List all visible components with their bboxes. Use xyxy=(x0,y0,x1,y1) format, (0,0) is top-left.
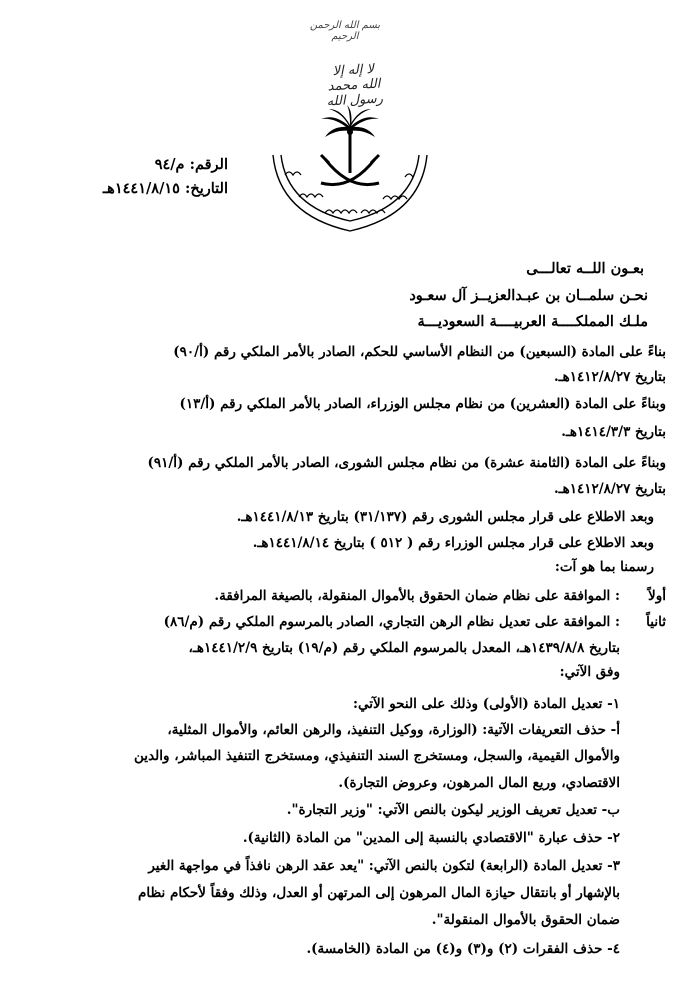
preamble-line: وبناءً على المادة (العشرين) من نظام مجلس الوزراء، الصادر بالأمر الملكي رقم (أ/١٣) xyxy=(179,396,666,412)
preamble-line: بتاريخ ١٤١٢/٨/٢٧هـ. xyxy=(553,369,666,385)
basmala: بسم الله الرحمن الرحيم xyxy=(309,20,381,42)
first-label: أولاً xyxy=(648,588,666,604)
header-line-2: نحـن سلمــان بن عبـدالعزيــز آل سعـود xyxy=(409,287,648,304)
amendment-line: ٤- حذف الفقرات (٢) و(٣) و(٤) من المادة (الخامسة). xyxy=(306,941,620,957)
header-line-3: ملـك المملكــــة العربيــــة السعوديـــة xyxy=(417,313,648,330)
amendment-line: ٣- تعديل المادة (الرابعة) لتكون بالنص الآتي: "يعد عقد الرهن نافذاً في مواجهة الغير xyxy=(148,858,620,874)
amendment-line: والأموال القيمية، والسجل، ومستخرج السند التنفيذي، ومستخرج التنفيذ المباشر، والدين xyxy=(134,748,620,764)
reference-number-value: م/٩٤ xyxy=(154,156,185,173)
reference-number-label: الرقم: xyxy=(189,156,228,173)
second-label: ثانياً xyxy=(646,614,666,630)
amendment-line: الاقتصادي، وريع المال المرهون، وعروض التجارة). xyxy=(338,775,620,791)
amendment-line: ١- تعديل المادة (الأولى) وذلك على النحو الآتي: xyxy=(353,696,620,712)
amendment-line: بالإشهار أو بانتقال حيازة المال المرهون إلى المرتهن أو العدل، وذلك وفقاً لأحكام نظام xyxy=(138,885,620,901)
reference-number xyxy=(155,156,228,173)
preamble-line: وبعد الاطلاع على قرار مجلس الشورى رقم (٣١/١٣٧) بتاريخ ١٤٤١/٨/١٣هـ. xyxy=(236,509,654,525)
amendment-line: ب- تعديل تعريف الوزير ليكون بالنص الآتي: "وزير التجارة". xyxy=(286,802,620,818)
amendment-line: ٢- حذف عبارة "الاقتصادي بالنسبة إلى المدين" من المادة (الثانية). xyxy=(242,830,620,846)
amendment-line: ضمان الحقوق بالأموال المنقولة". xyxy=(431,912,620,928)
preamble-line: وبعد الاطلاع على قرار مجلس الوزراء رقم ( ٥١٢ ) بتاريخ ١٤٤١/٨/١٤هـ. xyxy=(252,535,654,551)
shahada-calligraphy: لا إله إلا الله محمد رسول الله xyxy=(326,61,384,110)
preamble-line: وبناءً على المادة (الثامنة عشرة) من نظام مجلس الشورى، الصادر بالأمر الملكي رقم (أ/٩١) xyxy=(147,455,666,471)
reference-date xyxy=(103,180,228,197)
reference-date-label: التاريخ: xyxy=(185,180,228,197)
preamble-line: رسمنا بما هو آت: xyxy=(554,559,654,575)
second-line: : الموافقة على تعديل نظام الرهن التجاري، الصادر بالمرسوم الملكي رقم (م/٨٦) xyxy=(163,614,620,630)
first-text: : الموافقة على نظام ضمان الحقوق بالأموال المنقولة، بالصيغة المرافقة. xyxy=(214,588,620,604)
second-line: بتاريخ ١٤٣٩/٨/٨هـ، المعدل بالمرسوم الملكي رقم (م/١٩) بتاريخ ١٤٤١/٢/٩هـ، xyxy=(188,640,620,656)
emblem-graphic xyxy=(255,55,445,240)
preamble-line: بتاريخ ١٤١٢/٨/٢٧هـ. xyxy=(553,481,666,497)
header-line-1: بعـون اللــه تعالـــى xyxy=(526,260,644,277)
reference-date-value: ١٤٤١/٨/١٥هـ xyxy=(102,180,180,197)
second-line: وفق الآتي: xyxy=(559,664,620,680)
preamble-line: بناءً على المادة (السبعين) من النظام الأساسي للحكم، الصادر بالأمر الملكي رقم (أ/٩٠) xyxy=(173,344,666,360)
preamble-line: بتاريخ ١٤١٤/٣/٣هـ. xyxy=(561,424,666,440)
royal-emblem xyxy=(255,55,445,240)
amendment-line: أ- حذف التعريفات الآتية: (الوزارة، ووكيل التنفيذ، والرهن العائم، والأموال المثلية، xyxy=(167,722,620,738)
